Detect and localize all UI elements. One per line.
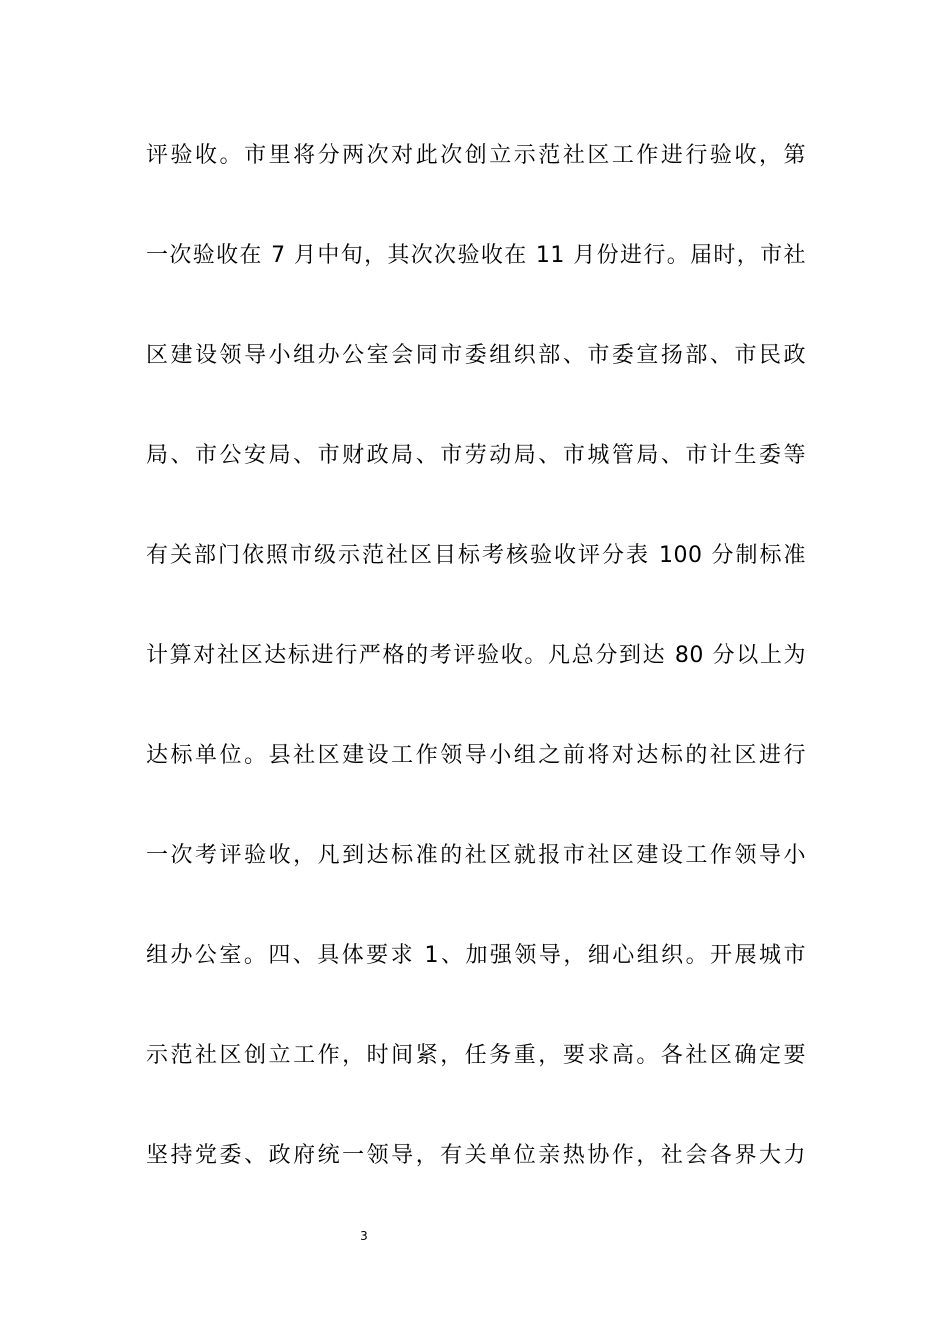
text-line: 区建设领导小组办公室会同市委组织部、市委宣扬部、市民政 bbox=[146, 343, 806, 368]
text-line: 一次验收在 7 月中旬，其次次验收在 11 月份进行。届时，市社 bbox=[146, 243, 806, 268]
text-line: 坚持党委、政府统一领导，有关单位亲热协作，社会各界大力 bbox=[146, 1143, 806, 1168]
text-line: 一次考评验收，凡到达标准的社区就报市社区建设工作领导小 bbox=[146, 843, 806, 868]
text-line: 评验收。市里将分两次对此次创立示范社区工作进行验收，第 bbox=[146, 143, 806, 168]
text-line: 组办公室。四、具体要求 1、加强领导，细心组织。开展城市 bbox=[146, 943, 806, 968]
page-number: 3 bbox=[360, 1229, 368, 1243]
text-line: 示范社区创立工作，时间紧，任务重，要求高。各社区确定要 bbox=[146, 1043, 806, 1068]
text-line: 有关部门依照市级示范社区目标考核验收评分表 100 分制标准 bbox=[146, 543, 806, 568]
text-line: 达标单位。县社区建设工作领导小组之前将对达标的社区进行 bbox=[146, 743, 806, 768]
body-text bbox=[146, 130, 806, 1230]
text-line: 计算对社区达标进行严格的考评验收。凡总分到达 80 分以上为 bbox=[146, 643, 806, 668]
text-line: 局、市公安局、市财政局、市劳动局、市城管局、市计生委等 bbox=[146, 443, 806, 468]
